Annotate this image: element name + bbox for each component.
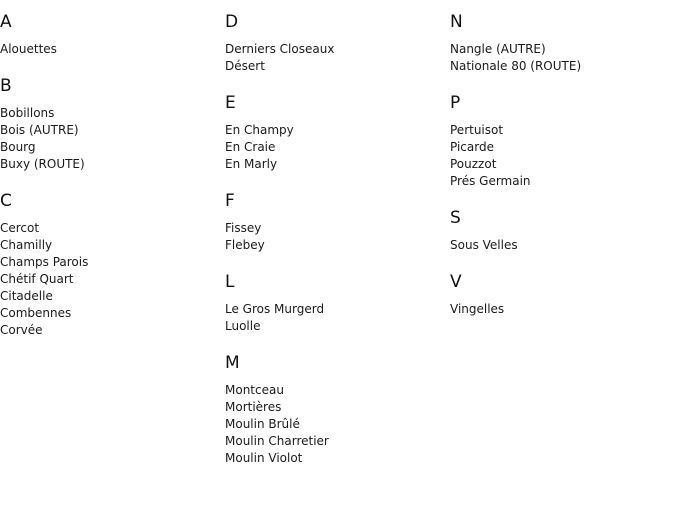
list-item[interactable]: Combennes <box>0 306 72 320</box>
list-item[interactable]: Luolle <box>225 319 261 333</box>
entry-list <box>225 41 445 75</box>
entry-list <box>450 301 670 318</box>
letter-group-b <box>0 75 220 173</box>
letter-group-v <box>450 271 670 318</box>
list-item[interactable]: Cercot <box>0 221 40 235</box>
letter-heading: M <box>225 353 240 373</box>
list-item[interactable]: En Champy <box>225 123 294 137</box>
entry-list <box>225 122 445 173</box>
letter-group-c <box>0 190 220 339</box>
entry-list <box>450 237 670 254</box>
entry-list <box>450 122 670 190</box>
index-column-2 <box>225 11 445 484</box>
list-item[interactable]: Le Gros Murgerd <box>225 302 325 316</box>
list-item[interactable]: Moulin Brûlé <box>225 417 300 431</box>
list-item[interactable]: Prés Germain <box>450 174 531 188</box>
list-item[interactable]: En Marly <box>225 157 278 171</box>
list-item[interactable]: Pouzzot <box>450 157 497 171</box>
list-item[interactable]: Alouettes <box>0 42 57 56</box>
letter-group-d <box>225 11 445 75</box>
list-item[interactable]: En Craie <box>225 140 276 154</box>
list-item[interactable]: Moulin Charretier <box>225 434 329 448</box>
list-item[interactable]: Bobillons <box>0 106 55 120</box>
list-item[interactable]: Vingelles <box>450 302 505 316</box>
list-item[interactable]: Sous Velles <box>450 238 518 252</box>
list-item[interactable]: Nationale 80 (ROUTE) <box>450 59 582 73</box>
letter-heading: E <box>225 93 236 113</box>
entry-list <box>0 105 220 173</box>
entry-list <box>0 41 220 58</box>
letter-group-f <box>225 190 445 254</box>
entry-list <box>225 220 445 254</box>
letter-group-a <box>0 11 220 58</box>
letter-heading: L <box>225 272 235 292</box>
index-column-3 <box>450 11 670 335</box>
entry-list <box>225 301 445 335</box>
list-item[interactable]: Corvée <box>0 323 43 337</box>
letter-heading: C <box>0 191 12 211</box>
list-item[interactable]: Mortières <box>225 400 282 414</box>
letter-heading: A <box>0 12 12 32</box>
list-item[interactable]: Fissey <box>225 221 262 235</box>
index-column-1 <box>0 11 220 356</box>
list-item[interactable]: Picarde <box>450 140 494 154</box>
letter-heading: D <box>225 12 239 32</box>
list-item[interactable]: Flebey <box>225 238 265 252</box>
list-item[interactable]: Chamilly <box>0 238 53 252</box>
letter-group-s <box>450 207 670 254</box>
letter-heading: B <box>0 76 12 96</box>
letter-heading: S <box>450 208 461 228</box>
letter-group-l <box>225 271 445 335</box>
list-item[interactable]: Nangle (AUTRE) <box>450 42 546 56</box>
entry-list <box>225 382 445 467</box>
list-item[interactable]: Derniers Closeaux <box>225 42 335 56</box>
list-item[interactable]: Bois (AUTRE) <box>0 123 79 137</box>
letter-heading: V <box>450 272 462 292</box>
list-item[interactable]: Montceau <box>225 383 284 397</box>
list-item[interactable]: Champs Parois <box>0 255 89 269</box>
list-item[interactable]: Citadelle <box>0 289 53 303</box>
letter-heading: P <box>450 93 461 113</box>
list-item[interactable]: Désert <box>225 59 265 73</box>
entry-list <box>450 41 670 75</box>
letter-heading: N <box>450 12 463 32</box>
list-item[interactable]: Bourg <box>0 140 36 154</box>
list-item[interactable]: Pertuisot <box>450 123 504 137</box>
letter-group-e <box>225 92 445 173</box>
letter-heading: F <box>225 191 235 211</box>
letter-group-n <box>450 11 670 75</box>
letter-group-m <box>225 352 445 467</box>
list-item[interactable]: Chétif Quart <box>0 272 74 286</box>
list-item[interactable]: Moulin Violot <box>225 451 303 465</box>
list-item[interactable]: Buxy (ROUTE) <box>0 157 85 171</box>
entry-list <box>0 220 220 339</box>
letter-group-p <box>450 92 670 190</box>
